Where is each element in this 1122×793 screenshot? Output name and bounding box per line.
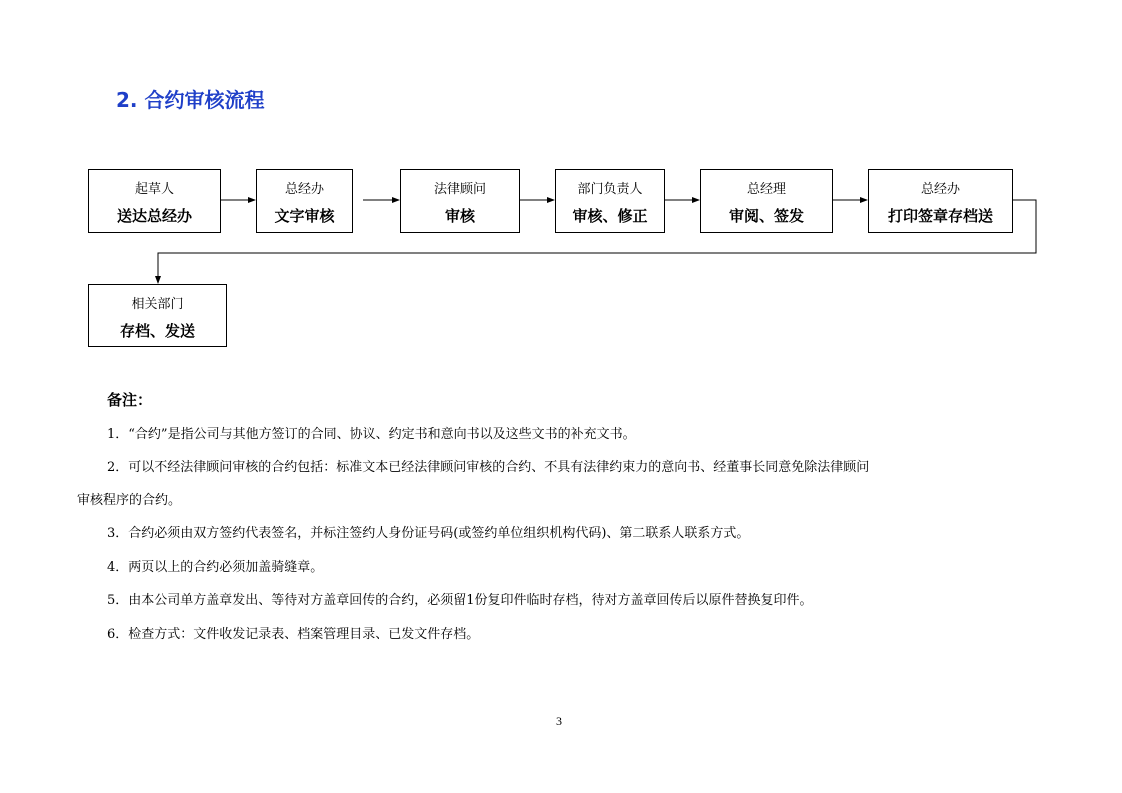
step-action: 审核、修正: [572, 207, 648, 225]
step-action: 审阅、签发: [728, 207, 804, 225]
step-action: 审核: [444, 207, 475, 225]
step-role: 相关部门: [131, 297, 184, 312]
flow-step-gm: [700, 169, 833, 233]
note-item: 审核程序的合约。: [77, 493, 182, 508]
note-item: 2．可以不经法律顾问审核的合约包括：标准文本已经法律顾问审核的合约、不具有法律约束力的意向书、经董事长同意免除法律顾问: [107, 460, 870, 475]
step-role: 总经理: [746, 182, 786, 197]
flow-step-gm-office: [256, 169, 353, 233]
flow-step-related-dept: [88, 284, 227, 347]
notes-heading: 备注：: [107, 391, 153, 409]
flow-step-legal: [400, 169, 520, 233]
note-item: 6．检查方式：文件收发记录表、档案管理目录、已发文件存档。: [107, 627, 480, 642]
note-item: 1．“合约”是指公司与其他方签订的合同、协议、约定书和意向书以及这些文书的补充文书。: [107, 427, 636, 442]
flow-step-dept-head: [555, 169, 665, 233]
page-number: 3: [556, 714, 562, 728]
step-role: 部门负责人: [577, 182, 643, 197]
step-role: 总经办: [284, 182, 324, 197]
note-item: 5．由本公司单方盖章发出、等待对方盖章回传的合约，必须留1份复印件临时存档，待对方盖章回传后以原件替换复印件。: [107, 593, 813, 608]
step-action: 送达总经办: [116, 207, 192, 225]
flow-step-drafter: [88, 169, 221, 233]
step-action: 文字审核: [274, 207, 335, 225]
flow-step-gm-office-archive: [868, 169, 1013, 233]
step-role: 法律顾问: [433, 182, 486, 197]
step-action: 打印签章存档送: [887, 207, 993, 225]
section-heading: 2. 合约审核流程: [116, 88, 265, 112]
note-item: 4．两页以上的合约必须加盖骑缝章。: [107, 560, 324, 575]
step-role: 总经办: [920, 182, 960, 197]
note-item: 3．合约必须由双方签约代表签名，并标注签约人身份证号码(或签约单位组织机构代码)、第二联系人联系方式。: [107, 526, 750, 541]
step-action: 存档、发送: [119, 322, 195, 340]
step-role: 起草人: [134, 182, 174, 197]
